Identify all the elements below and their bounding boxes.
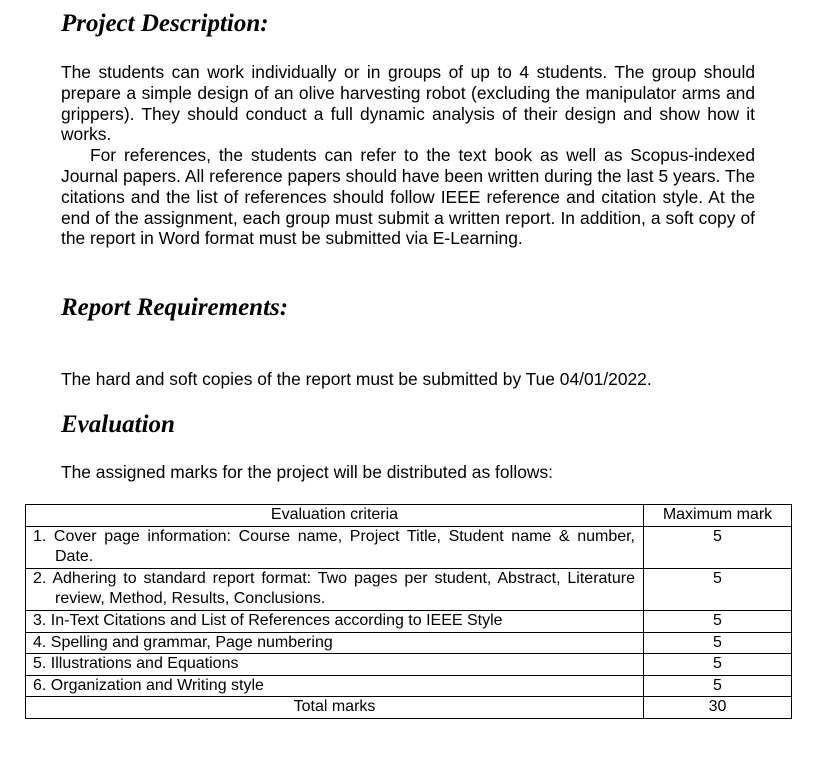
- evaluation-intro-text: The assigned marks for the project will be distributed as follows:: [61, 462, 553, 482]
- criterion-cell: [26, 610, 644, 632]
- criterion-cell: [26, 526, 644, 568]
- total-label-cell: Total marks: [26, 697, 644, 719]
- mark-cell: 5: [644, 675, 792, 697]
- total-row: [26, 697, 792, 719]
- report-requirements-heading: Report Requirements:: [61, 294, 289, 321]
- project-description-text: [61, 62, 755, 249]
- criterion-cell: [26, 632, 644, 654]
- table-row: [26, 632, 792, 654]
- project-description-heading: Project Description:: [61, 10, 269, 37]
- criterion-cell: [26, 675, 644, 697]
- criterion-text: 3. In-Text Citations and List of References according to IEEE Style: [33, 611, 503, 629]
- criterion-text: 1. Cover page information: Course name, Project Title, Student name & number, Date.: [33, 527, 635, 566]
- project-paragraph-2: For references, the students can refer to the text book as well as Scopus-indexed Journal papers. All reference papers should have been written during the last 5 years. The citations and the list of references should follow IEEE reference and citation style. At the end of the assignment, each group must submit a written report. In addition, a soft copy of the report in Word format must be submitted via E-Learning.: [61, 145, 755, 249]
- criteria-column-header: Evaluation criteria: [26, 505, 644, 527]
- total-value-cell: 30: [644, 697, 792, 719]
- mark-cell: 5: [644, 526, 792, 568]
- criterion-cell: [26, 654, 644, 676]
- criterion-text: 6. Organization and Writing style: [33, 676, 264, 694]
- project-paragraph-1: The students can work individually or in groups of up to 4 students. The group should prepare a simple design of an olive harvesting robot (excluding the manipulator arms and grippers). They should conduct a full dynamic analysis of their design and show how it works.: [61, 62, 755, 145]
- criterion-text: 4. Spelling and grammar, Page numbering: [33, 633, 333, 651]
- mark-cell: 5: [644, 568, 792, 610]
- mark-cell: 5: [644, 632, 792, 654]
- criterion-cell: [26, 568, 644, 610]
- evaluation-table: [25, 504, 792, 719]
- table-row: [26, 654, 792, 676]
- table-row: [26, 675, 792, 697]
- max-mark-column-header: Maximum mark: [644, 505, 792, 527]
- mark-cell: 5: [644, 654, 792, 676]
- report-deadline-text: The hard and soft copies of the report must be submitted by Tue 04/01/2022.: [61, 369, 652, 389]
- table-row: [26, 526, 792, 568]
- table-row: [26, 568, 792, 610]
- criterion-text: 2. Adhering to standard report format: Two pages per student, Abstract, Literature review, Method, Results, Conclusions.: [33, 569, 635, 608]
- table-row: [26, 610, 792, 632]
- table-header-row: [26, 505, 792, 527]
- criterion-text: 5. Illustrations and Equations: [33, 655, 239, 673]
- mark-cell: 5: [644, 610, 792, 632]
- evaluation-heading: Evaluation: [61, 411, 175, 438]
